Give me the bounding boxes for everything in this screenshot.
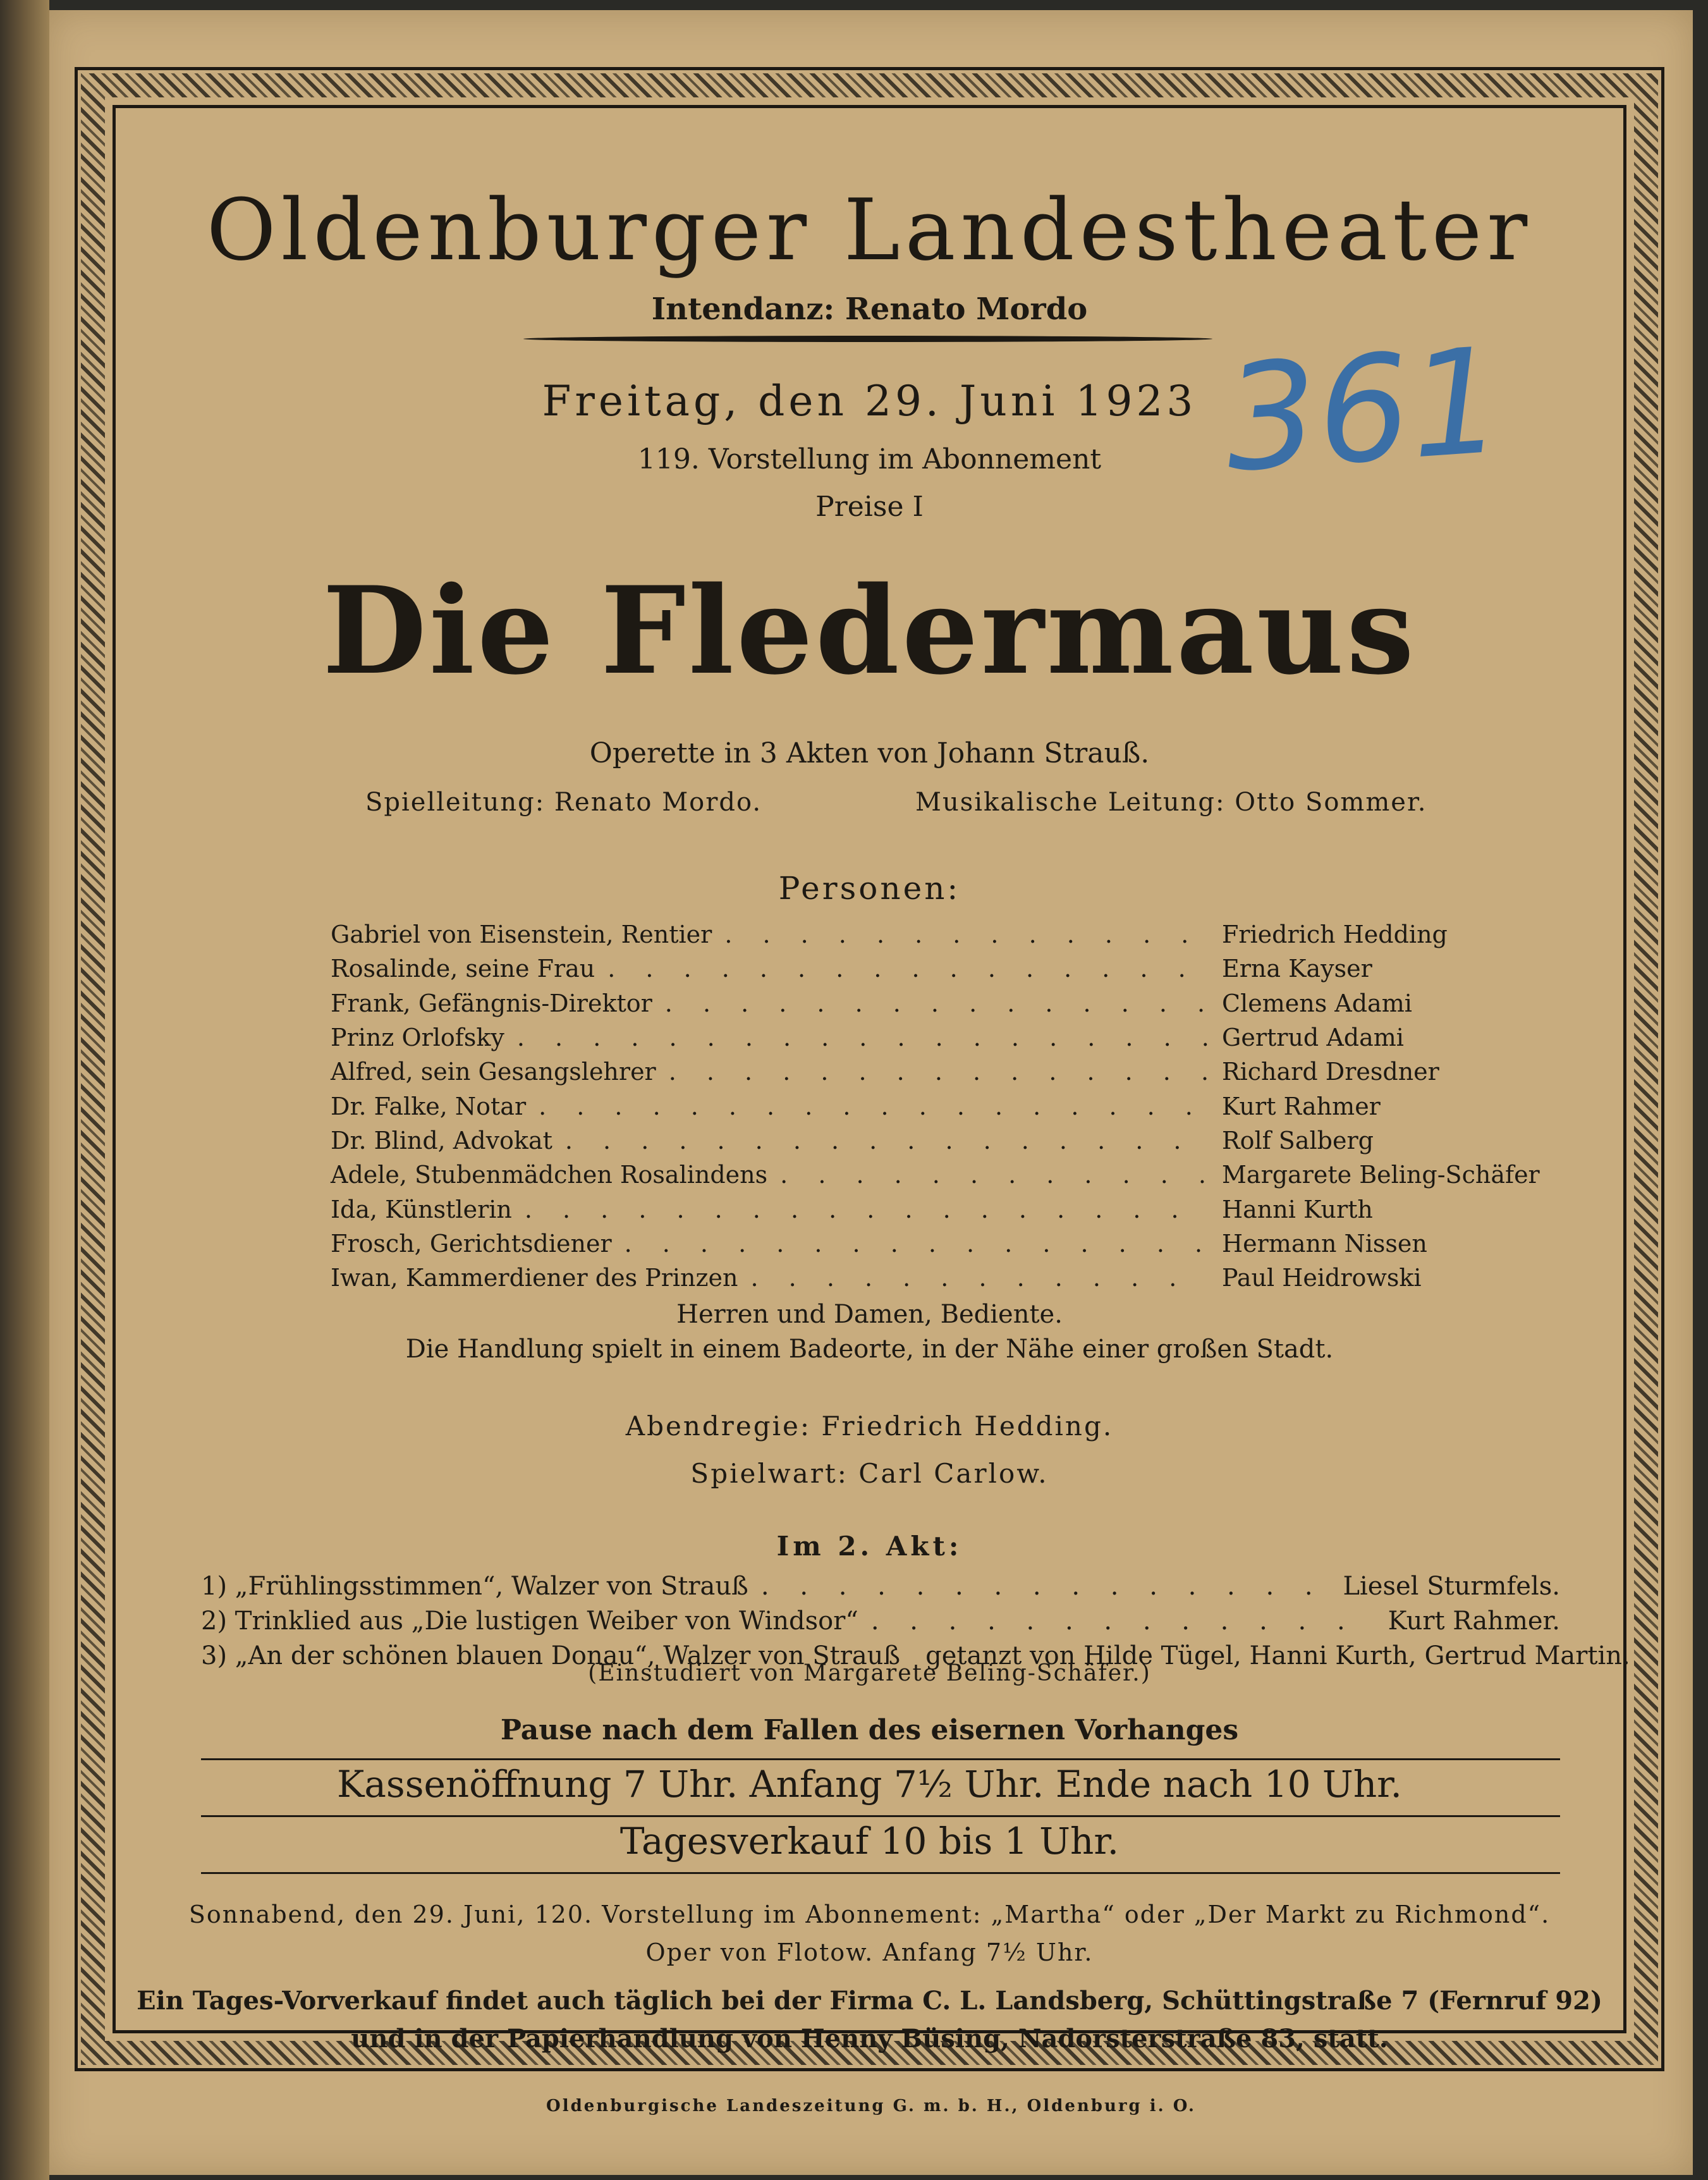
cast-actor: Margarete Beling-Schäfer — [1222, 1161, 1540, 1189]
act2-performer: Liesel Sturmfels. — [1343, 1571, 1560, 1601]
pause-notice: Pause nach dem Fallen des eisernen Vorhanges — [500, 1714, 1239, 1746]
intendanz-line: Intendanz: Renato Mordo — [651, 291, 1088, 327]
next-performance: Sonnabend, den 29. Juni, 120. Vorstellung im Abonnement: „Martha“ oder „Der Markt zu Richmond“. — [188, 1901, 1551, 1928]
next-performance-detail: Oper von Flotow. Anfang 7½ Uhr. — [645, 1938, 1094, 1966]
leader-dots — [525, 1196, 1209, 1223]
act2-list — [201, 1569, 1630, 1673]
play-title: Die Fledermaus — [322, 560, 1417, 701]
printer-imprint: Oldenburgische Landeszeitung G. m. b. H., Oldenburg i. O. — [546, 2097, 1196, 2116]
divider — [201, 1758, 1560, 1760]
musikalische-leitung: Musikalische Leitung: Otto Sommer. — [915, 788, 1427, 817]
vorverkauf-line-2: und in der Papierhandlung von Henny Büsing, Nadorsterstraße 83, statt. — [351, 2024, 1388, 2054]
cast-actor: Hanni Kurth — [1222, 1195, 1373, 1223]
tagesverkauf-line: Tagesverkauf 10 bis 1 Uhr. — [619, 1820, 1119, 1863]
divider — [201, 1815, 1560, 1817]
cast-role: Rosalinde, seine Frau — [331, 955, 595, 983]
leader-dots — [871, 1607, 1376, 1636]
spielwart: Spielwart: Carl Carlow. — [690, 1458, 1049, 1489]
cast-actor: Rolf Salberg — [1222, 1126, 1374, 1154]
cast-row — [331, 1055, 1563, 1089]
leader-dots — [665, 989, 1209, 1017]
cast-actor: Kurt Rahmer — [1222, 1092, 1381, 1120]
playbill-content — [119, 111, 1630, 2054]
spielleitung: Spielleitung: Renato Mordo. — [365, 788, 762, 817]
preise-line: Preise I — [815, 491, 924, 523]
cast-row — [331, 1089, 1563, 1123]
cast-actor: Richard Dresdner — [1222, 1058, 1439, 1086]
cast-role: Ida, Künstlerin — [331, 1195, 512, 1223]
leader-dots — [669, 1058, 1209, 1086]
act2-piece: 1) „Frühlingsstimmen“, Walzer von Strauß — [201, 1571, 748, 1601]
leader-dots — [517, 1024, 1209, 1051]
leader-dots — [607, 955, 1209, 983]
divider — [201, 1872, 1560, 1874]
leader-dots — [761, 1572, 1331, 1601]
cast-row — [331, 1124, 1563, 1158]
act2-piece: 2) Trinklied aus „Die lustigen Weiber von Windsor“ — [201, 1606, 858, 1636]
cast-role: Dr. Blind, Advokat — [331, 1126, 552, 1154]
performance-date: Freitag, den 29. Juni 1923 — [542, 377, 1197, 426]
leader-dots — [539, 1093, 1209, 1120]
cast-row — [331, 986, 1563, 1020]
act2-performer: getanzt von Hilde Tügel, Hanni Kurth, Gertrud Martin. — [925, 1641, 1630, 1670]
cast-role: Frosch, Gerichtsdiener — [331, 1229, 612, 1258]
einstudiert-line: (Einstudiert von Margarete Beling-Schäfer.) — [588, 1660, 1151, 1686]
cast-row — [331, 1227, 1563, 1261]
cast-list — [331, 917, 1563, 1295]
cast-actor: Hermann Nissen — [1222, 1229, 1427, 1258]
cast-actor: Erna Kayser — [1222, 955, 1372, 983]
cast-actor: Clemens Adami — [1222, 989, 1412, 1017]
cast-role: Dr. Falke, Notar — [331, 1092, 527, 1120]
cast-row — [331, 917, 1563, 952]
handwritten-number: 361 — [1219, 317, 1508, 505]
setting-line: Die Handlung spielt in einem Badeorte, in der Nähe einer großen Stadt. — [405, 1335, 1334, 1364]
cast-actor: Friedrich Hedding — [1222, 921, 1448, 949]
act2-performer: Kurt Rahmer. — [1388, 1606, 1560, 1636]
cast-role: Adele, Stubenmädchen Rosalindens — [331, 1161, 768, 1189]
leader-dots — [780, 1161, 1209, 1189]
leader-dots — [751, 1264, 1210, 1292]
cast-row — [331, 1261, 1563, 1295]
cast-actor: Gertrud Adami — [1222, 1024, 1404, 1052]
book-spine — [0, 0, 49, 2180]
act2-piece: 3) „An der schönen blauen Donau“, Walzer von Strauß — [201, 1641, 901, 1670]
cast-row — [331, 1020, 1563, 1055]
cast-role: Iwan, Kammerdiener des Prinzen — [331, 1264, 738, 1292]
cast-extras: Herren und Damen, Bediente. — [676, 1300, 1063, 1329]
act2-item — [201, 1603, 1560, 1638]
times-line: Kassenöffnung 7 Uhr. Anfang 7½ Uhr. Ende nach 10 Uhr. — [337, 1763, 1402, 1806]
play-subtitle: Operette in 3 Akten von Johann Strauß. — [589, 737, 1150, 769]
cast-role: Prinz Orlofsky — [331, 1024, 504, 1052]
act2-heading: Im 2. Akt: — [776, 1531, 963, 1562]
leader-dots — [724, 921, 1209, 948]
cast-actor: Paul Heidrowski — [1222, 1264, 1422, 1292]
cast-role: Frank, Gefängnis-Direktor — [331, 989, 652, 1017]
leader-dots — [565, 1127, 1209, 1154]
playbill-page — [49, 10, 1693, 2175]
act2-item — [201, 1569, 1560, 1603]
cast-role: Gabriel von Eisenstein, Rentier — [331, 921, 712, 949]
cast-row — [331, 1158, 1563, 1192]
cast-row — [331, 1192, 1563, 1226]
header-rule — [523, 336, 1212, 342]
vorstellung-line: 119. Vorstellung im Abonnement — [637, 443, 1102, 475]
abendregie: Abendregie: Friedrich Hedding. — [625, 1411, 1114, 1442]
cast-role: Alfred, sein Gesangslehrer — [331, 1058, 656, 1086]
cast-row — [331, 952, 1563, 986]
cast-heading: Personen: — [778, 870, 961, 907]
theater-name: Oldenburger Landestheater — [206, 181, 1533, 279]
leader-dots — [625, 1230, 1209, 1258]
vorverkauf-line-1: Ein Tages-Vorverkauf findet auch täglich bei der Firma C. L. Landsberg, Schüttingstraße 7 (Fernruf 92) — [137, 1986, 1602, 2016]
